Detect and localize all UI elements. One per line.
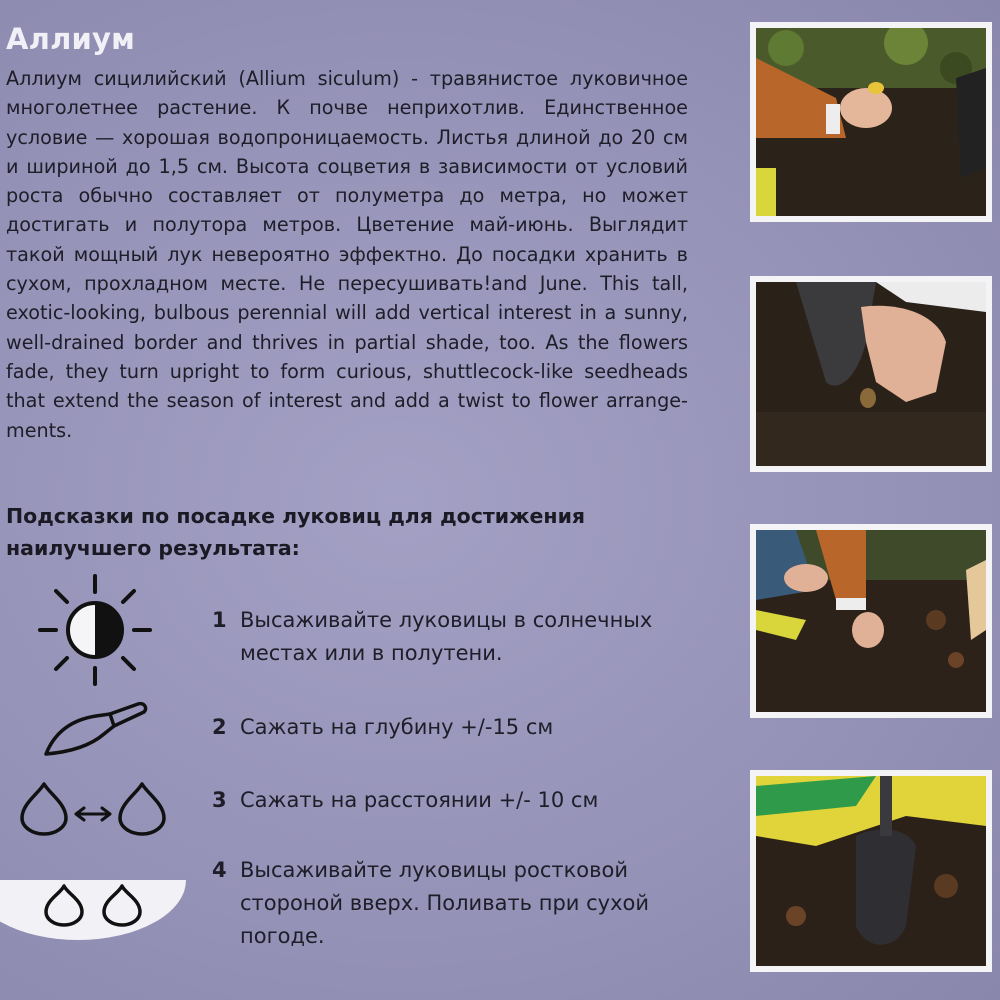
planting-photo-inserting-bulb xyxy=(750,524,992,718)
planting-photo-trowel-soil xyxy=(750,770,992,972)
tip-text: Высаживайте луковицы в солнечных местах или в полутени. xyxy=(240,608,653,665)
tip-3 xyxy=(212,784,680,817)
description-text: Аллиум сицилийский (Allium siculum) - травянистое луковичное многолетнее растение. К почве неприхотлив. Единственное условие — хорошая водопроницаемость. Листья длиной до 20 см и шириной до 1,5 см. Высота соцветия в зависимости от условий роста обычно составляет от полуметра до метра, но может достигать и полутора метров. Цветение май-июнь. Выглядит такой мощный лук невероятно эффектно. До посадки хранить в сухом, прохладном месте. Не пересушивать!and June. This tall, exotic-looking, bulbous perennial will add vertical interest in a sunny, well-drained border and thrives in partial shade, too. As the flowers fade, they turn upright to form curious, shuttlecock-like seedheads that extend the season of interest and add a twist to flower arrange-ments. xyxy=(6,67,688,442)
tip-number: 4 xyxy=(212,858,227,882)
sun-half-shade-icon xyxy=(36,572,156,688)
trowel-icon xyxy=(40,700,150,760)
tip-text: Сажать на глубину +/-15 см xyxy=(240,715,554,739)
tip-text: Сажать на расстоянии +/- 10 см xyxy=(240,788,599,812)
tip-number: 2 xyxy=(212,715,227,739)
tips-heading xyxy=(6,500,646,564)
tips-heading-line-2: наилучшего результата: xyxy=(6,536,300,560)
page-title: Аллиум xyxy=(6,22,136,56)
bulbs-up-icon xyxy=(40,882,150,930)
tip-text: Высаживайте луковицы ростковой стороной вверх. Поливать при сухой погоде. xyxy=(240,858,650,948)
tip-1 xyxy=(212,604,680,670)
tip-4 xyxy=(212,854,690,953)
planting-photo-placing-bulb xyxy=(750,22,992,222)
spacing-drops-icon xyxy=(18,780,168,836)
tips-heading-line-1: Подсказки по посадке луковиц для достижения xyxy=(6,504,586,528)
planting-photo-digging-hole xyxy=(750,276,992,472)
tip-number: 3 xyxy=(212,788,227,812)
tip-2 xyxy=(212,711,680,744)
tip-number: 1 xyxy=(212,608,227,632)
